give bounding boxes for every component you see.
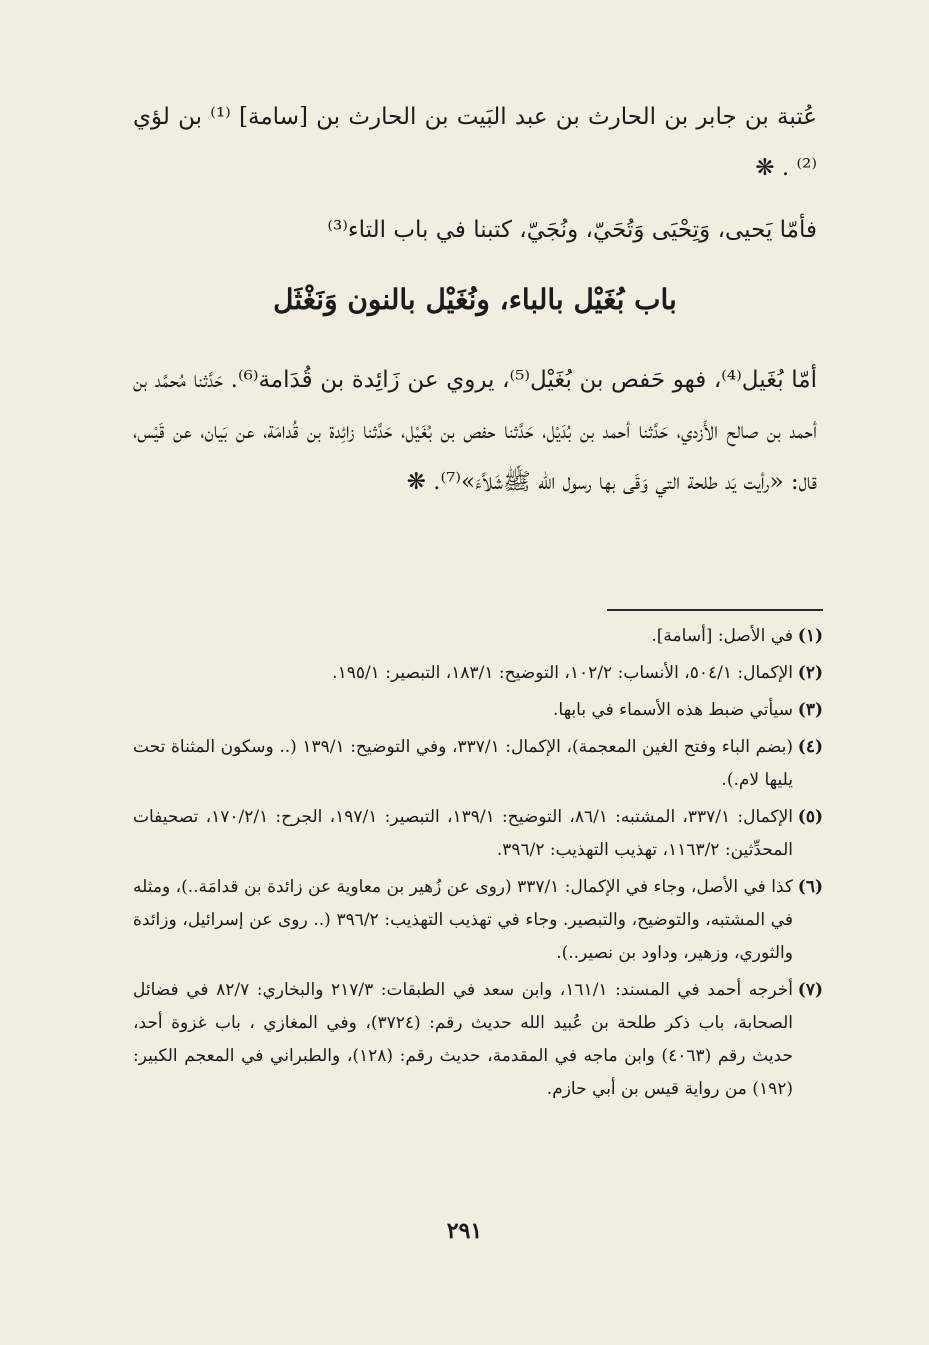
- footnote-text: (بضم الباء وفتح الغين المعجمة)، الإكمال: ٣٣٧/١، وفي التوضيح: ١٣٩/١ (.. وسكون المثناة تحت يليها لام.).: [133, 737, 794, 790]
- footnote-number: (٣): [797, 700, 823, 720]
- footnote-number: (١): [797, 626, 823, 646]
- section-heading: باب بُغَيْل بالباء، ونُغَيْل بالنون وَنَغْثَل: [273, 283, 677, 316]
- footnote-number: (٦): [797, 877, 823, 897]
- page-number: ٢٩١: [446, 1218, 483, 1244]
- footnote-divider: [607, 609, 823, 611]
- footnote-text: في الأصل: [أسامة].: [651, 626, 793, 646]
- footnote-number: (٤): [797, 737, 823, 757]
- footnote-number: (٥): [797, 807, 823, 827]
- paragraph-hadith: أمّا بُغَيل⁽⁴⁾، فهو حَفص بن بُغَيْل⁽⁵⁾، يروي عن زَائِدة بن قُدَامة⁽⁶⁾. حَدَّثنا مُحمَّد بن أحمد بن صالح الأَزدي، حَدَّثنا أحمد بن بُدَيْل، حَدَّثنا حفص بن بُغَيْل، حَدَّثنا زائِدة بن قُدامَة، عن بَيان، عن قَيْس، قال: «رأيت يَد طلحة التي وَقَى بها رسول الله ﷺشَلاَّءَ»⁽⁷⁾. ❋: [133, 367, 817, 495]
- footnote: [133, 871, 823, 970]
- footnote-number: (٢): [797, 663, 823, 683]
- footnote-text: كذا في الأصل، وجاء في الإكمال: ٣٣٧/١ (روى عن زُهير بن معاوية عن زائدة بن قدامَة..)، ومثله في المشتبه، والتوضيح، والتبصير. وجاء في تهذيب التهذيب: ٣٩٦/٢ (.. روى عن إسرائيل، وزائدة والثوري، وزهير، وداود بن نصير..).: [133, 877, 793, 963]
- footnote: [133, 694, 823, 727]
- footnote: [133, 657, 823, 690]
- footnote-text: الإكمال: ٥٠٤/١، الأنساب: ١٠٢/٢، التوضيح: ١٨٣/١، التبصير: ١٩٥/١.: [332, 663, 793, 683]
- footnote-text: سيأتي ضبط هذه الأسماء في بابها.: [553, 700, 793, 720]
- footnote-text: الإكمال: ٣٣٧/١، المشتبه: ٨٦/١، التوضيح: ١٣٩/١، التبصير: ١٩٧/١، الجرح: ١٧٠/٢/١، تصحيفات المحدِّثين: ١١٦٣/٢، تهذيب التهذيب: ٣٩٦/٢.: [133, 807, 793, 860]
- footnote: [133, 974, 823, 1106]
- footnote: [133, 801, 823, 867]
- footnote-number: (٧): [797, 980, 823, 1000]
- footnote-text: أخرجه أحمد في المسند: ١٦١/١، وابن سعد في الطبقات: ٢١٧/٣ والبخاري: ٨٢/٧ في فضائل الصحابة، باب ذكر طلحة بن عُبيد الله حديث رقم: (٣٧٢٤)، وفي المغازي ، باب غزوة أحد، حديث رقم (٤٠٦٣) وابن ماجه في المقدمة، حديث رقم: (١٢٨)، والطبراني في المعجم الكبير: (١٩٢) من رواية قيس بن أبي حازم.: [133, 980, 794, 1099]
- paragraph-lineage: عُتبة بن جابر بن الحارث بن عبد البَيت بن الحارث بن [سامة] ⁽¹⁾ بن لؤي ⁽²⁾ . ❋: [133, 104, 817, 181]
- footnotes-section: [133, 620, 823, 1110]
- paragraph-cross-reference: فأمّا يَحيى، وَتِحْيَى وَتُحَيّ، ونُجَيّ، كتبنا في باب التاء⁽³⁾: [327, 217, 817, 243]
- footnote: [133, 620, 823, 653]
- footnote: [133, 731, 823, 797]
